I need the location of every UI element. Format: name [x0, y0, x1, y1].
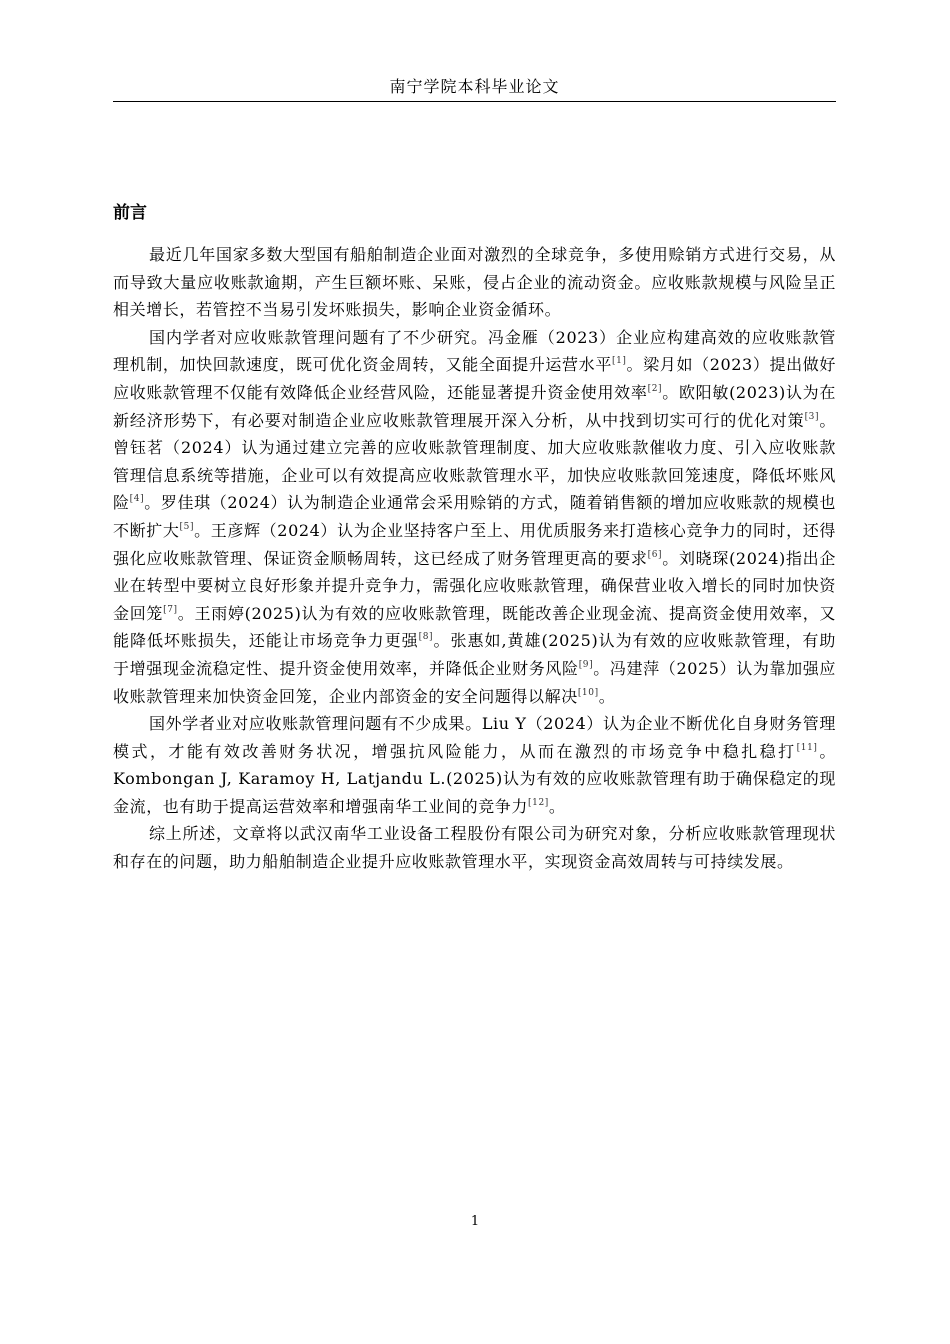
citation-ref: [5]	[179, 521, 195, 532]
body-paragraph	[113, 710, 836, 820]
paragraph-text: 最近几年国家多数大型国有船舶制造企业面对激烈的全球竞争，多使用赊销方式进行交易，从而导致大量应收账款逾期，产生巨额坏账、呆账，侵占企业的流动资金。应收账款规模与风险呈正相关增长，若管控不当易引发坏账损失，影响企业资金循环。	[113, 245, 836, 320]
paragraph-text: 国外学者业对应收账款管理问题有不少成果。Liu Y（2024）认为企业不断优化自身财务管理模式，才能有效改善财务状况，增强抗风险能力，从而在激烈的市场竞争中稳扎稳打	[113, 714, 836, 761]
body-text	[113, 241, 836, 876]
citation-ref: [7]	[163, 604, 178, 615]
citation-ref: [12]	[528, 797, 549, 808]
citation-ref: [3]	[804, 411, 820, 422]
paragraph-text: 。Kombongan J, Karamoy H, Latjandu L.(2025)认为有效的应收账款管理有助于确保稳定的现金流，也有助于提高运营效率和增强南华工业间的竞争力	[113, 741, 836, 816]
body-paragraph	[113, 324, 836, 710]
citation-ref: [4]	[129, 494, 145, 505]
running-header-title: 南宁学院本科毕业论文	[389, 77, 560, 96]
section-heading: 前言	[113, 203, 147, 223]
paragraph-text: 。冯建萍（2025）认为靠加强应收账款管理来加快资金回笼，企业内部资金的安全问题得以解决	[113, 658, 836, 706]
paragraph-text: 。王彦辉（2024）认为企业坚持客户至上、用优质服务来打造核心竞争力的同时，还得强化应收账款管理、保证资金顺畅周转，这已经成了财务管理更高的要求	[113, 520, 836, 568]
citation-ref: [10]	[577, 687, 599, 698]
paragraph-text: 。	[598, 686, 616, 706]
body-paragraph	[113, 241, 836, 324]
citation-ref: [6]	[647, 549, 663, 560]
citation-ref: [2]	[647, 383, 663, 394]
paragraph-text: 。曾钰茗（2024）认为通过建立完善的应收账款管理制度、加大应收账款催收力度、引入应收账款管理信息系统等措施，企业可以有效提高应收账款管理水平，加快应收账款回笼速度，降低坏账风险	[113, 410, 836, 513]
page-number: 1	[470, 1214, 480, 1229]
paragraph-text: 综上所述，文章将以武汉南华工业设备工程股份有限公司为研究对象，分析应收账款管理现状和存在的问题，助力船舶制造企业提升应收账款管理水平，实现资金高效周转与可持续发展。	[113, 824, 836, 872]
paragraph-text: 。	[548, 796, 566, 816]
citation-ref: [9]	[578, 659, 594, 670]
paragraph-text: 。欧阳敏(2023)认为在新经济形势下，有必要对制造企业应收账款管理展开深入分析，从中找到切实可行的优化对策	[113, 382, 836, 430]
paragraph-text: 。刘晓琛(2024)指出企业在转型中要树立良好形象并提升竞争力，需强化应收账款管理，确保营业收入增长的同时加快资金回笼	[113, 548, 836, 623]
paragraph-text: 。王雨婷(2025)认为有效的应收账款管理，既能改善企业现金流、提高资金使用效率，又能降低坏账损失，还能让市场竞争力更强	[113, 603, 836, 651]
citation-ref: [1]	[611, 356, 627, 367]
body-paragraph	[113, 820, 836, 875]
citation-ref: [8]	[418, 632, 434, 643]
citation-ref: [11]	[796, 742, 818, 753]
header-rule	[113, 101, 836, 102]
paragraph-text: 。张惠如,黄雄(2025)认为有效的应收账款管理，有助于增强现金流稳定性、提升资金使用效率，并降低企业财务风险	[113, 631, 836, 678]
paragraph-text: 。梁月如（2023）提出做好应收账款管理不仅能有效降低企业经营风险，还能显著提升资金使用效率	[113, 355, 836, 402]
paragraph-text: 国内学者对应收账款管理问题有了不少研究。冯金雁（2023）企业应构建高效的应收账款管理机制，加快回款速度，既可优化资金周转，又能全面提升运营水平	[113, 327, 836, 375]
paragraph-text: 。罗佳琪（2024）认为制造企业通常会采用赊销的方式，随着销售额的增加应收账款的规模也不断扩大	[113, 493, 836, 540]
